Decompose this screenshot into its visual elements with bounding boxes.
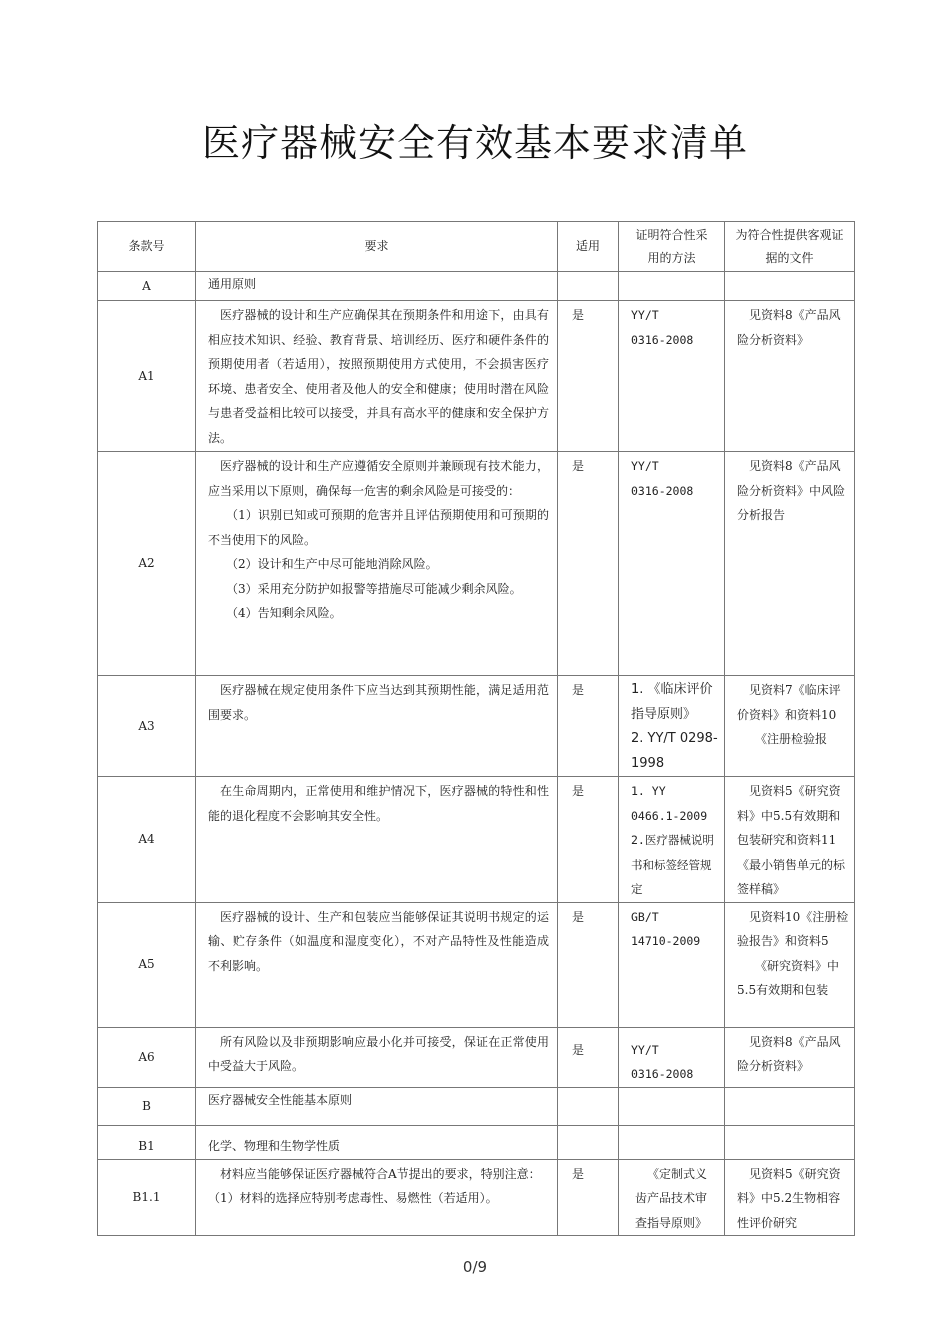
requirement-text: 材料应当能够保证医疗器械符合A节提出的要求，特别注意： （1）材料的选择应特别考虑毒性、易燃性（若适用）。 xyxy=(196,1159,558,1236)
section-row-b xyxy=(98,1087,855,1125)
table-row xyxy=(98,301,855,452)
header-applicable: 适用 xyxy=(558,222,619,272)
section-row-b1 xyxy=(98,1125,855,1159)
clause-id: A1 xyxy=(98,301,196,452)
requirement-text: 在生命周期内，正常使用和维护情况下，医疗器械的特性和性能的退化程度不会影响其安全性。 xyxy=(196,777,558,903)
evidence-doc: 见资料8《产品风险分析资料》 xyxy=(725,301,855,452)
method-text: 《定制式义齿产品技术审查指导原则》 xyxy=(619,1159,725,1236)
evidence-doc: 见资料8《产品风险分析资料》 xyxy=(725,1027,855,1087)
clause-id: B1.1 xyxy=(98,1159,196,1236)
evidence-doc: 见资料7《临床评价资料》和资料10 《注册检验报 xyxy=(725,676,855,777)
applicable-value: 是 xyxy=(558,1027,619,1087)
requirement-text: 医疗器械的设计、生产和包装应当能够保证其说明书规定的运输、贮存条件（如温度和湿度变化），不对产品特性及性能造成不利影响。 xyxy=(196,902,558,1027)
applicable-value: 是 xyxy=(558,902,619,1027)
header-method: 证明符合性采用的方法 xyxy=(619,222,725,272)
page-title: 医疗器械安全有效基本要求清单 xyxy=(201,121,748,165)
clause-id: A4 xyxy=(98,777,196,903)
applicable-value: 是 xyxy=(558,1159,619,1236)
requirement-text: 所有风险以及非预期影响应最小化并可接受，保证在正常使用中受益大于风险。 xyxy=(196,1027,558,1087)
table-row xyxy=(98,452,855,676)
requirement-text: 医疗器械的设计和生产应确保其在预期条件和用途下，由具有相应技术知识、经验、教育背景、培训经历、医疗和硬件条件的预期使用者（若适用），按照预期使用方式使用，不会损害医疗环境、患者安全、使用者及他人的安全和健康；使用时潜在风险与患者受益相比较可以接受，并具有高水平的健康和安全保护方法。 xyxy=(196,301,558,452)
method-text: 1. YY 0466.1-2009 2.医疗器械说明书和标签经管规定 xyxy=(619,777,725,903)
section-id: B xyxy=(98,1087,196,1125)
header-evidence-docs: 为符合性提供客观证据的文件 xyxy=(725,222,855,272)
requirements-table xyxy=(97,221,855,1236)
page-number: 0/9 xyxy=(462,1258,488,1276)
table-row xyxy=(98,1159,855,1236)
applicable-value: 是 xyxy=(558,301,619,452)
section-id: B1 xyxy=(98,1125,196,1159)
header-requirement: 要求 xyxy=(196,222,558,272)
method-text: YY/T 0316-2008 xyxy=(619,452,725,676)
section-title: 通用原则 xyxy=(196,272,558,301)
clause-id: A3 xyxy=(98,676,196,777)
table-row xyxy=(98,902,855,1027)
applicable-value: 是 xyxy=(558,777,619,903)
section-row-a xyxy=(98,272,855,301)
requirement-text: 医疗器械的设计和生产应遵循安全原则并兼顾现有技术能力，应当采用以下原则，确保每一危害的剩余风险是可接受的： （1）识别已知或可预期的危害并且评估预期使用和可预期的不当使用下的风险。 （2）设计和生产中尽可能地消除风险。 （3）采用充分防护如报警等措施尽可能减少剩余风险。 （4）告知剩余风险。 xyxy=(196,452,558,676)
evidence-doc: 见资料5《研究资料》中5.2生物相容性评价研究 xyxy=(725,1159,855,1236)
evidence-doc: 见资料10《注册检验报告》和资料5 《研究资料》中5.5有效期和包装 xyxy=(725,902,855,1027)
section-title: 医疗器械安全性能基本原则 xyxy=(196,1087,558,1125)
clause-id: A2 xyxy=(98,452,196,676)
applicable-value: 是 xyxy=(558,676,619,777)
method-text: YY/T 0316-2008 xyxy=(619,1027,725,1087)
method-text: YY/T 0316-2008 xyxy=(619,301,725,452)
header-clause-number: 条款号 xyxy=(98,222,196,272)
method-text: GB/T 14710-2009 xyxy=(619,902,725,1027)
requirement-text: 医疗器械在规定使用条件下应当达到其预期性能，满足适用范围要求。 xyxy=(196,676,558,777)
table-row xyxy=(98,777,855,903)
method-text: 1. 《临床评价指导原则》 2. YY/T 0298-1998 xyxy=(619,676,725,777)
evidence-doc: 见资料8《产品风险分析资料》中风险分析报告 xyxy=(725,452,855,676)
clause-id: A6 xyxy=(98,1027,196,1087)
clause-id: A5 xyxy=(98,902,196,1027)
table-header-row xyxy=(98,222,855,272)
table-row xyxy=(98,676,855,777)
section-title: 化学、物理和生物学性质 xyxy=(196,1125,558,1159)
section-id: A xyxy=(98,272,196,301)
applicable-value: 是 xyxy=(558,452,619,676)
table-row xyxy=(98,1027,855,1087)
evidence-doc: 见资料5《研究资料》中5.5有效期和包装研究和资料11《最小销售单元的标签样稿》 xyxy=(725,777,855,903)
